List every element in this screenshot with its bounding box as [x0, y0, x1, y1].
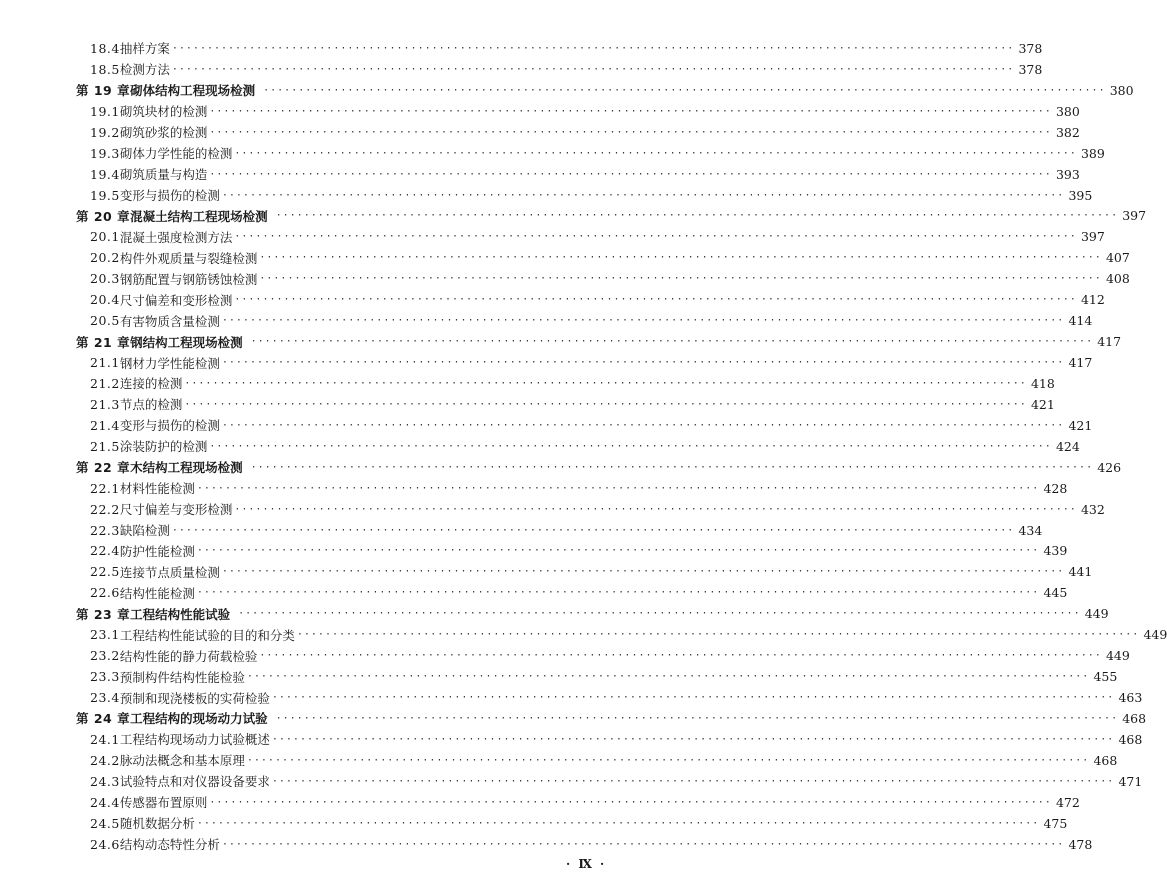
toc-title: 木结构工程现场检测 [130, 460, 243, 476]
leader-dots: ························································································································ [171, 42, 1015, 54]
toc-section-row [0, 666, 1118, 687]
toc-page-number: 421 [1030, 396, 1055, 412]
toc-number: 第 20 章 [76, 208, 131, 224]
leader-dots: ························································································································ [275, 210, 1119, 222]
leader-dots: ························································································································ [171, 63, 1015, 75]
toc-title: 砌体结构工程现场检测 [130, 83, 256, 99]
toc-title: 节点的检测 [119, 397, 183, 413]
toc-page-number: 407 [1105, 250, 1130, 266]
toc-section-row [0, 771, 1143, 792]
toc-title: 缺陷检测 [119, 523, 170, 539]
toc-title: 钢筋配置与钢筋锈蚀检测 [119, 271, 258, 287]
toc-title: 预制和现浇楼板的实荷检验 [119, 690, 270, 706]
toc-number: 22.2 [90, 501, 120, 517]
toc-title: 防护性能检测 [119, 543, 195, 559]
toc-section-row [0, 101, 1080, 122]
toc-page-number: 389 [1080, 145, 1105, 161]
table-of-contents [0, 38, 1167, 855]
toc-number: 24.6 [90, 836, 120, 852]
toc-section-row [0, 582, 1068, 603]
toc-title: 脉动法概念和基本原理 [119, 753, 245, 769]
toc-number: 第 22 章 [76, 460, 131, 476]
toc-number: 23.1 [90, 627, 120, 643]
toc-number: 22.4 [90, 543, 120, 559]
toc-title: 有害物质含量检测 [119, 313, 220, 329]
leader-dots: ························································································································ [209, 126, 1052, 138]
leader-dots: ························································································································ [184, 398, 1027, 410]
toc-section-row [0, 561, 1093, 582]
toc-title: 混凝土结构工程现场检测 [130, 208, 268, 224]
toc-title: 尺寸偏差和变形检测 [119, 292, 233, 308]
toc-title: 钢结构工程现场检测 [130, 334, 243, 350]
toc-title: 连接节点质量检测 [119, 564, 220, 580]
toc-title: 构件外观质量与裂缝检测 [119, 250, 258, 266]
leader-dots: ························································································································ [246, 754, 1090, 766]
leader-dots: ························································································································ [196, 587, 1040, 599]
leader-dots: ························································································································ [263, 84, 1106, 96]
toc-page-number: 393 [1055, 166, 1080, 182]
toc-number: 第 23 章 [76, 606, 131, 622]
toc-title: 抽样方案 [119, 41, 170, 57]
toc-chapter-row [0, 206, 1147, 227]
page-number: · Ⅸ · [566, 857, 607, 871]
leader-dots: ························································································································ [221, 189, 1065, 201]
leader-dots: ························································································································ [221, 315, 1065, 327]
toc-title: 变形与损伤的检测 [119, 188, 220, 204]
toc-number: 24.5 [90, 815, 120, 831]
toc-number: 19.3 [90, 145, 120, 161]
leader-dots: ························································································································ [296, 629, 1140, 641]
toc-number: 23.4 [90, 690, 120, 706]
toc-title: 混凝土强度检测方法 [119, 229, 233, 245]
leader-dots: ························································································································ [250, 336, 1094, 348]
leader-dots: ························································································································ [221, 566, 1065, 578]
leader-dots: ························································································································ [221, 838, 1065, 850]
leader-dots: ························································································································ [221, 419, 1065, 431]
toc-section-row [0, 247, 1130, 268]
toc-number: 23.2 [90, 648, 120, 664]
toc-number: 21.5 [90, 438, 120, 454]
toc-page-number: 414 [1068, 313, 1093, 329]
toc-number: 21.4 [90, 417, 120, 433]
toc-number: 24.2 [90, 752, 120, 768]
toc-chapter-row [0, 331, 1122, 352]
toc-section-row [0, 415, 1093, 436]
toc-title: 砌筑质量与构造 [119, 167, 208, 183]
leader-dots: ························································································································ [234, 147, 1077, 159]
toc-title: 材料性能检测 [119, 481, 195, 497]
toc-number: 第 24 章 [76, 711, 131, 727]
toc-section-row [0, 38, 1043, 59]
toc-title: 变形与损伤的检测 [119, 418, 220, 434]
toc-page-number: 449 [1084, 606, 1109, 622]
leader-dots: ························································································································ [259, 252, 1102, 264]
toc-section-row [0, 834, 1093, 855]
toc-page-number: 378 [1018, 61, 1043, 77]
toc-chapter-row [0, 708, 1147, 729]
toc-section-row [0, 352, 1093, 373]
toc-page-number: 395 [1068, 187, 1093, 203]
toc-page-number: 378 [1018, 40, 1043, 56]
toc-page-number: 441 [1068, 564, 1093, 580]
toc-number: 第 19 章 [76, 83, 131, 99]
leader-dots: ························································································································ [259, 273, 1102, 285]
toc-section-row [0, 478, 1068, 499]
toc-number: 24.4 [90, 794, 120, 810]
leader-dots: ························································································································ [271, 775, 1115, 787]
toc-title: 预制构件结构性能检验 [119, 669, 245, 685]
toc-number: 第 21 章 [76, 334, 131, 350]
toc-number: 22.5 [90, 564, 120, 580]
leader-dots: ························································································································ [209, 105, 1052, 117]
leader-dots: ························································································································ [196, 817, 1040, 829]
toc-title: 工程结构性能试验 [130, 606, 231, 622]
leader-dots: ························································································································ [209, 440, 1052, 452]
toc-page-number: 471 [1118, 773, 1143, 789]
leader-dots: ························································································································ [196, 545, 1040, 557]
leader-dots: ························································································································ [238, 608, 1081, 620]
toc-page-number: 418 [1030, 375, 1055, 391]
toc-section-row [0, 729, 1143, 750]
toc-page-number: 449 [1105, 648, 1130, 664]
toc-title: 尺寸偏差与变形检测 [119, 502, 233, 518]
toc-section-row [0, 792, 1080, 813]
toc-page-number: 380 [1109, 82, 1134, 98]
toc-page-number: 468 [1122, 710, 1147, 726]
toc-section-row [0, 310, 1093, 331]
toc-title: 工程结构现场动力试验概述 [119, 732, 270, 748]
toc-number: 18.5 [90, 61, 120, 77]
toc-page-number: 397 [1080, 229, 1105, 245]
toc-title: 钢材力学性能检测 [119, 355, 220, 371]
toc-page-number: 468 [1093, 752, 1118, 768]
toc-chapter-row [0, 80, 1134, 101]
toc-chapter-row [0, 457, 1122, 478]
toc-page-number: 426 [1097, 459, 1122, 475]
toc-page-number: 382 [1055, 124, 1080, 140]
toc-title: 工程结构的现场动力试验 [130, 711, 268, 727]
toc-section-row [0, 143, 1105, 164]
toc-section-row [0, 226, 1105, 247]
toc-section-row [0, 541, 1068, 562]
toc-section-row [0, 373, 1055, 394]
toc-section-row [0, 185, 1093, 206]
toc-section-row [0, 394, 1055, 415]
toc-page-number: 428 [1043, 480, 1068, 496]
toc-number: 24.1 [90, 731, 120, 747]
toc-number: 18.4 [90, 40, 120, 56]
toc-title: 结构性能的静力荷载检验 [119, 648, 258, 664]
toc-title: 砌筑块材的检测 [119, 104, 208, 120]
toc-page-number: 478 [1068, 836, 1093, 852]
toc-number: 20.2 [90, 250, 120, 266]
toc-page-number: 417 [1097, 334, 1122, 350]
toc-title: 结构动态特性分析 [119, 837, 220, 853]
toc-section-row [0, 164, 1080, 185]
toc-page-number: 472 [1055, 794, 1080, 810]
leader-dots: ························································································································ [271, 692, 1115, 704]
leader-dots: ························································································································ [234, 231, 1077, 243]
leader-dots: ························································································································ [209, 796, 1052, 808]
leader-dots: ························································································································ [234, 294, 1077, 306]
toc-page-number: 439 [1043, 543, 1068, 559]
toc-number: 22.1 [90, 480, 120, 496]
toc-page-number: 380 [1055, 103, 1080, 119]
toc-page-number: 475 [1043, 815, 1068, 831]
toc-title: 结构性能检测 [119, 585, 195, 601]
toc-chapter-row [0, 603, 1109, 624]
toc-section-row [0, 645, 1130, 666]
leader-dots: ························································································································ [250, 461, 1094, 473]
toc-title: 随机数据分析 [119, 816, 195, 832]
toc-page-number: 408 [1105, 271, 1130, 287]
toc-section-row [0, 268, 1130, 289]
toc-number: 21.3 [90, 396, 120, 412]
toc-number: 21.2 [90, 375, 120, 391]
leader-dots: ························································································································ [259, 650, 1102, 662]
toc-section-row [0, 813, 1068, 834]
toc-section-row [0, 687, 1143, 708]
leader-dots: ························································································································ [209, 168, 1052, 180]
toc-title: 砌体力学性能的检测 [119, 146, 233, 162]
toc-number: 20.5 [90, 313, 120, 329]
toc-page-number: 417 [1068, 355, 1093, 371]
leader-dots: ························································································································ [275, 712, 1119, 724]
toc-number: 22.3 [90, 522, 120, 538]
toc-section-row [0, 624, 1167, 645]
leader-dots: ························································································································ [234, 503, 1077, 515]
toc-number: 24.3 [90, 773, 120, 789]
toc-section-row [0, 289, 1105, 310]
toc-title: 检测方法 [119, 62, 170, 78]
toc-title: 传感器布置原则 [119, 795, 208, 811]
toc-section-row [0, 59, 1043, 80]
toc-page-number: 421 [1068, 417, 1093, 433]
toc-number: 23.3 [90, 669, 120, 685]
toc-page-number: 412 [1080, 292, 1105, 308]
toc-title: 连接的检测 [119, 376, 183, 392]
toc-title: 试验特点和对仪器设备要求 [119, 774, 270, 790]
toc-page-number: 463 [1118, 690, 1143, 706]
toc-page-number: 455 [1093, 669, 1118, 685]
toc-number: 21.1 [90, 355, 120, 371]
leader-dots: ························································································································ [196, 482, 1040, 494]
toc-section-row [0, 436, 1080, 457]
toc-page-number: 468 [1118, 731, 1143, 747]
toc-number: 20.1 [90, 229, 120, 245]
toc-page-number: 445 [1043, 585, 1068, 601]
leader-dots: ························································································································ [184, 377, 1027, 389]
toc-page-number: 434 [1018, 522, 1043, 538]
toc-title: 工程结构性能试验的目的和分类 [119, 627, 295, 643]
leader-dots: ························································································································ [246, 671, 1090, 683]
leader-dots: ························································································································ [271, 733, 1115, 745]
toc-number: 19.2 [90, 124, 120, 140]
toc-section-row [0, 122, 1080, 143]
toc-page-number: 432 [1080, 501, 1105, 517]
toc-section-row [0, 499, 1105, 520]
toc-page-number: 449 [1143, 627, 1167, 643]
toc-title: 砌筑砂浆的检测 [119, 125, 208, 141]
toc-number: 22.6 [90, 585, 120, 601]
leader-dots: ························································································································ [221, 357, 1065, 369]
toc-number: 19.4 [90, 166, 120, 182]
toc-section-row [0, 520, 1043, 541]
toc-number: 20.3 [90, 271, 120, 287]
toc-title: 涂装防护的检测 [119, 439, 208, 455]
toc-page-number: 397 [1122, 208, 1147, 224]
toc-page-number: 424 [1055, 438, 1080, 454]
toc-number: 19.5 [90, 187, 120, 203]
toc-section-row [0, 750, 1118, 771]
toc-number: 20.4 [90, 292, 120, 308]
leader-dots: ························································································································ [171, 524, 1015, 536]
toc-number: 19.1 [90, 103, 120, 119]
